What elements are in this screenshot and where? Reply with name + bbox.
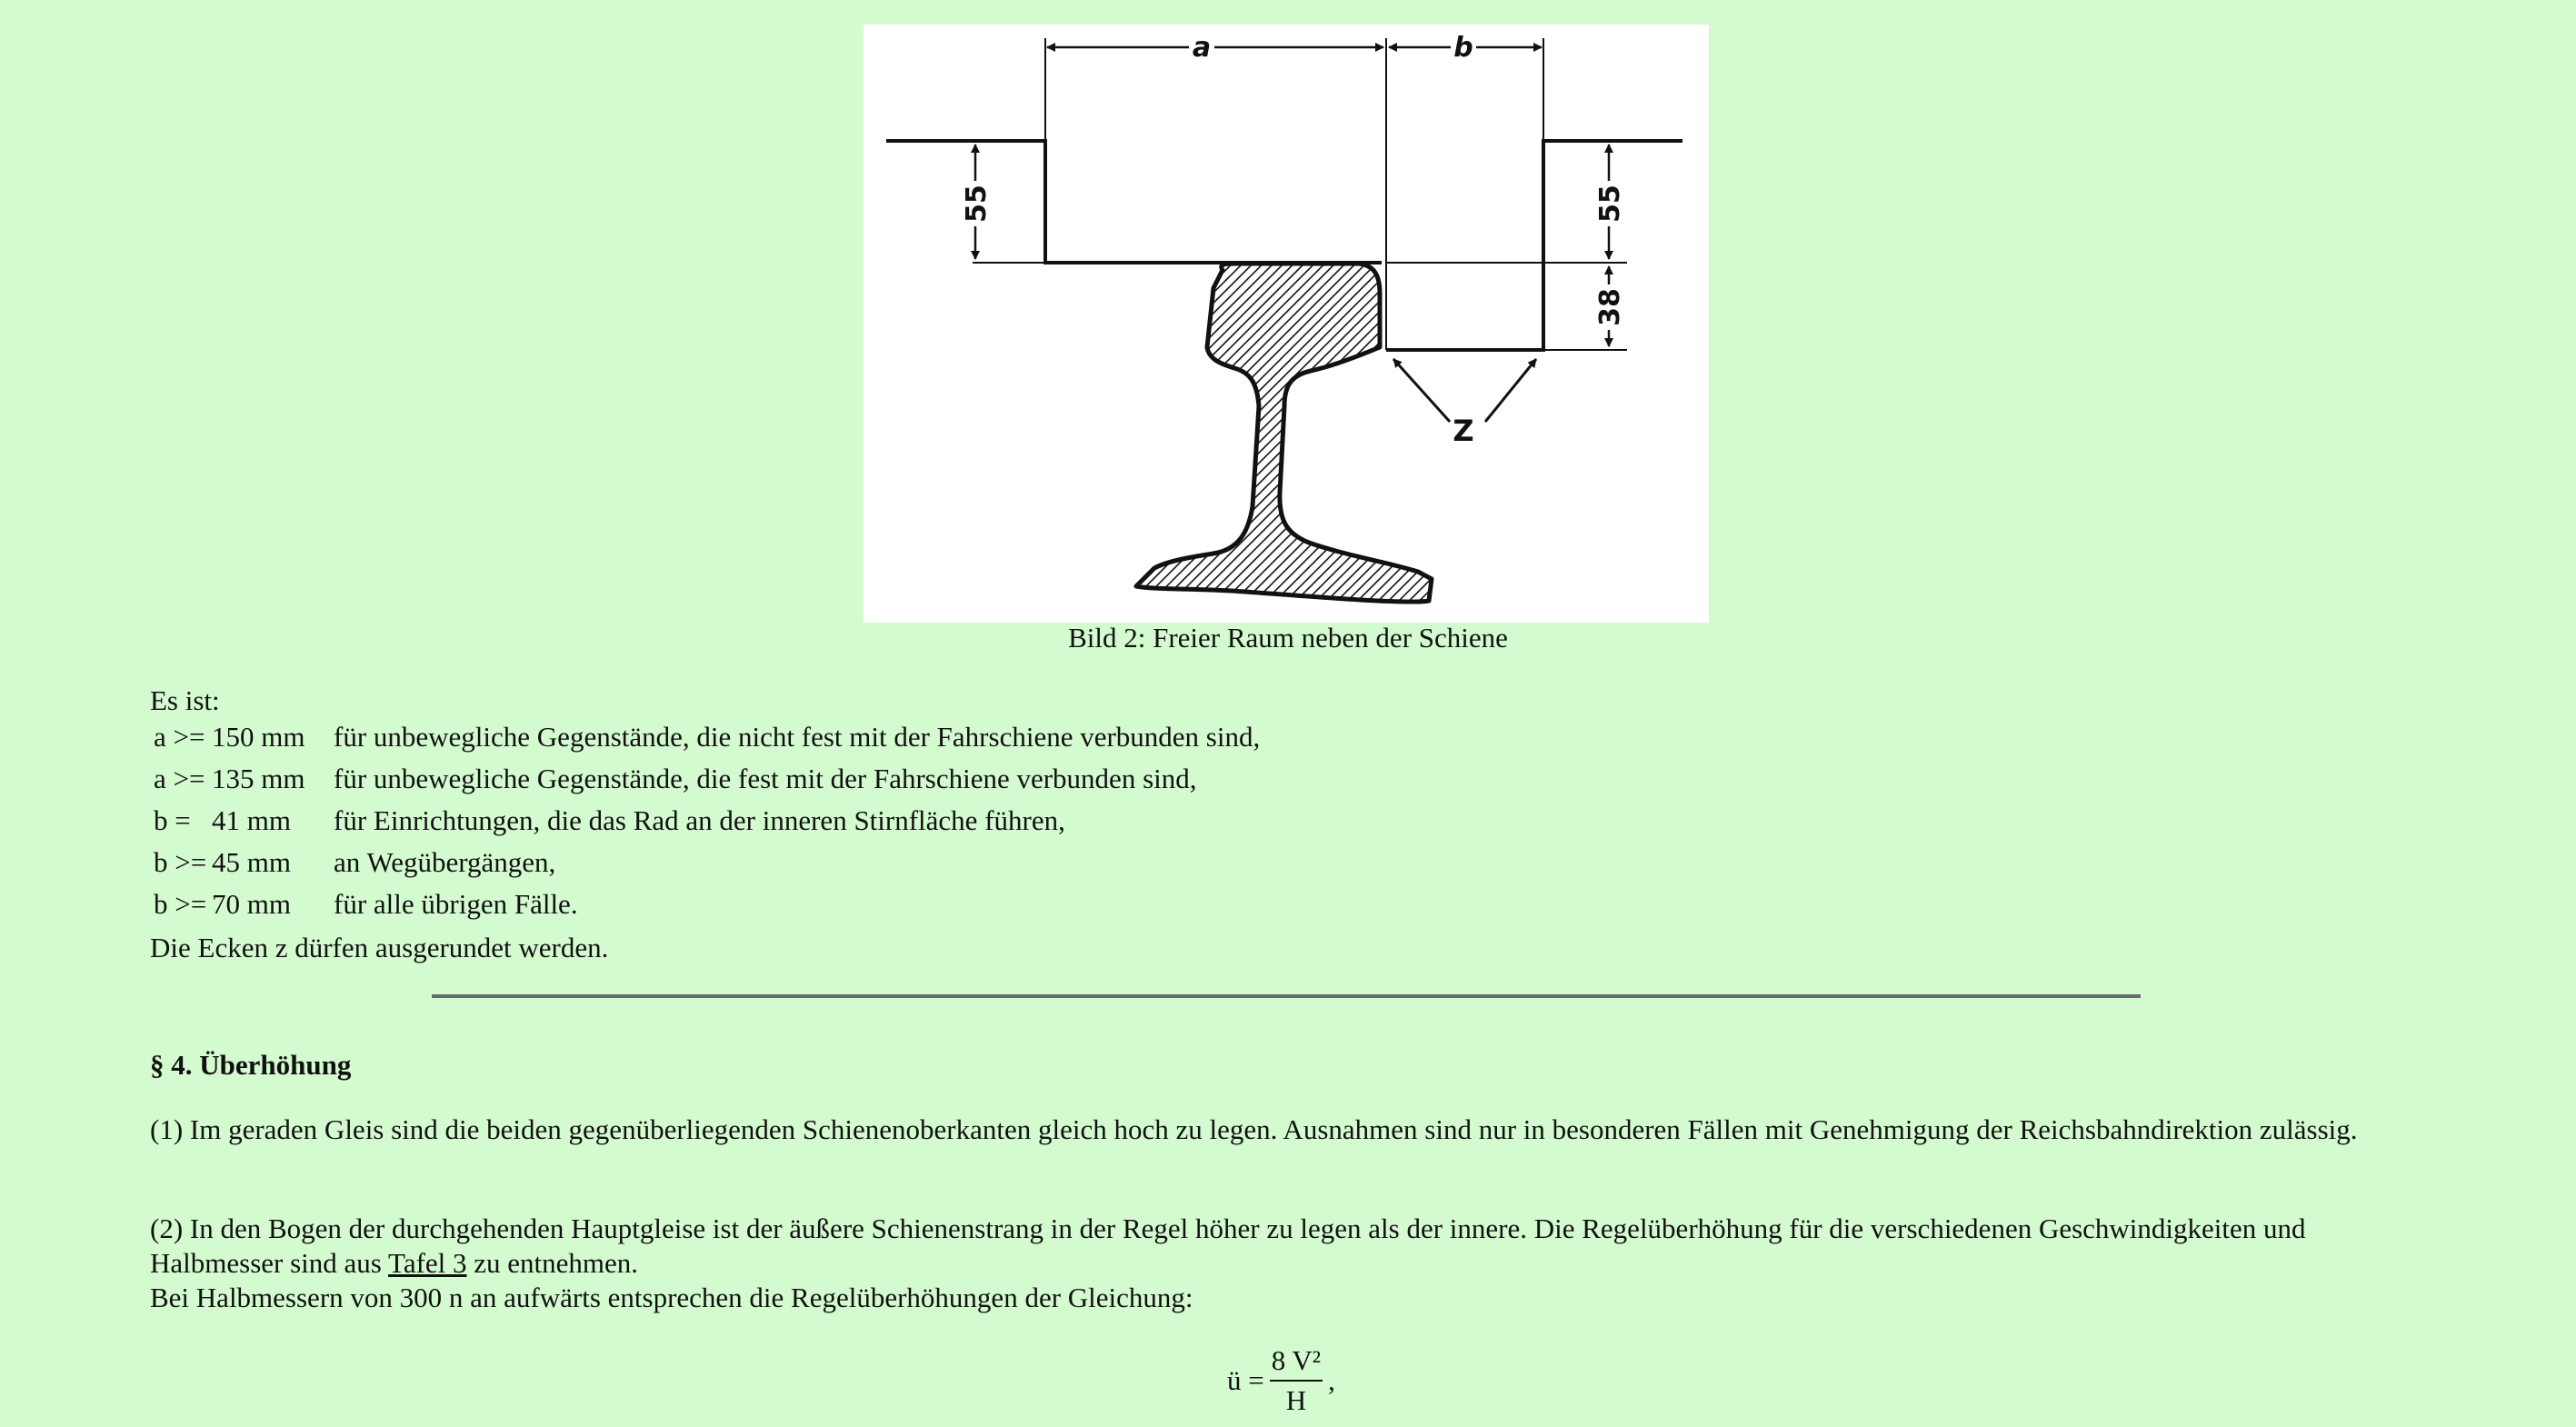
paragraph-2-text-after: zu entnehmen.: [466, 1247, 639, 1279]
superelevation-formula: [1227, 1343, 1335, 1418]
definition-text: für alle übrigen Fälle.: [334, 888, 578, 920]
section-heading: § 4. Überhöhung: [150, 1049, 352, 1081]
formula-denominator: H: [1285, 1384, 1307, 1416]
paragraph-3: Bei Halbmessern von 300 n an aufwärts entsprechen die Regelüberhöhungen der Gleichung:: [150, 1282, 1193, 1313]
dimension-b-label: b: [1453, 32, 1473, 64]
rail-clearance-diagram: [864, 25, 1709, 623]
corners-note: Die Ecken z dürfen ausgerundet werden.: [150, 932, 609, 963]
dimension-right-55-label: 55: [1594, 185, 1626, 223]
definitions-table: [150, 716, 1260, 925]
figure-caption: Bild 2: Freier Raum neben der Schiene: [1068, 622, 1508, 654]
formula-fraction: [1270, 1343, 1323, 1418]
z-arrow-left: [1393, 359, 1450, 422]
dimension-left-55-label: 55: [961, 185, 993, 223]
definition-text: für Einrichtungen, die das Rad an der inneren Stirnfläche führen,: [334, 804, 1065, 836]
definition-value: 41 mm: [212, 804, 291, 836]
definition-text: für unbewegliche Gegenstände, die fest mit der Fahrschiene verbunden sind,: [334, 763, 1197, 794]
definition-value: 150 mm: [212, 721, 305, 753]
definition-row: [150, 716, 1260, 758]
definition-text: für unbewegliche Gegenstände, die nicht fest mit der Fahrschiene verbunden sind,: [334, 721, 1261, 753]
ground-right-line: [1386, 141, 1682, 350]
definition-variable: b >=: [154, 888, 207, 920]
formula-lhs: ü =: [1227, 1364, 1264, 1396]
rail-profile: [1136, 264, 1432, 602]
definition-text: an Wegübergängen,: [334, 846, 556, 878]
dimension-a-label: a: [1192, 32, 1212, 64]
formula-suffix: ,: [1328, 1364, 1335, 1396]
definition-value: 70 mm: [212, 888, 291, 920]
definition-value: 135 mm: [212, 763, 305, 794]
definition-variable: b >=: [154, 846, 207, 878]
definition-variable: a >=: [154, 763, 205, 794]
paragraph-2: [150, 1212, 2422, 1281]
paragraph-2-text-before: (2) In den Bogen der durchgehenden Hauptgleise ist der äußere Schienenstrang in der Regel höher zu legen als der innere. Die Regelüberhöhung für die verschiedenen Geschwindigkeiten und Halbmesser sind aus: [150, 1212, 2306, 1279]
definition-variable: a >=: [154, 721, 205, 753]
definition-row: [150, 842, 1260, 883]
dimension-38-label: 38: [1594, 288, 1626, 326]
z-arrow-right: [1485, 359, 1536, 422]
formula-numerator: 8 V²: [1270, 1343, 1323, 1382]
definition-variable: b =: [154, 804, 191, 836]
section-divider: [432, 994, 2141, 998]
rail-clearance-figure: [864, 25, 1709, 623]
definition-row: [150, 800, 1260, 842]
tafel-3-link[interactable]: Tafel 3: [388, 1247, 467, 1279]
definition-row: [150, 758, 1260, 800]
paragraph-1: (1) Im geraden Gleis sind die beiden gegenüberliegenden Schienenoberkanten gleich hoch zu legen. Ausnahmen sind nur in besonderen Fällen mit Genehmigung der Reichsbahndirektion zulässig.: [150, 1113, 2358, 1145]
intro-text: Es ist:: [150, 684, 220, 716]
definition-value: 45 mm: [212, 846, 291, 878]
corner-z-label: Z: [1453, 414, 1474, 448]
definition-row: [150, 883, 1260, 925]
